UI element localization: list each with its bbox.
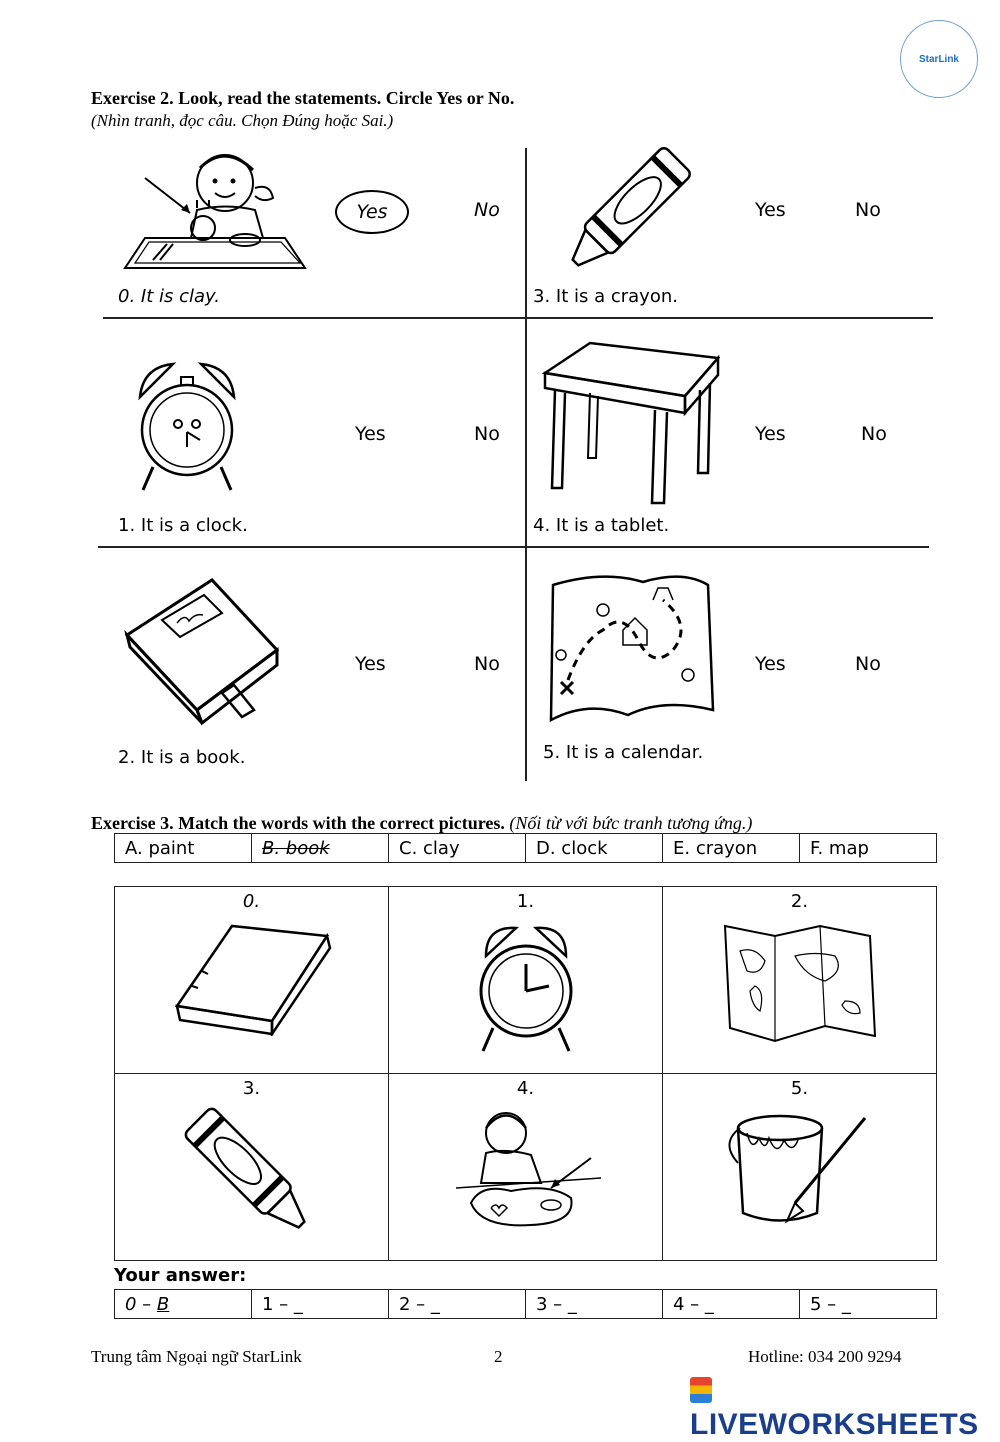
liveworksheets-logo (690, 1374, 1000, 1442)
answer-0-letter: B (156, 1293, 170, 1315)
table-picture (540, 338, 720, 508)
picture-number-4: 4. (516, 1078, 535, 1099)
circled-yes-text: Yes (356, 201, 388, 223)
word-book-crossed: B. book (252, 834, 389, 863)
picture-number-1: 1. (516, 891, 535, 912)
item0-statement: 0. It is clay. (118, 286, 220, 307)
answer-0 (115, 1290, 252, 1319)
item5-yes[interactable]: Yes (755, 653, 786, 675)
answer-3[interactable]: 3 – _ (526, 1290, 663, 1319)
item3-no[interactable]: No (855, 199, 881, 221)
footer-center-name: Trung tâm Ngoại ngữ StarLink (91, 1347, 302, 1366)
footer-hotline: Hotline: 034 200 9294 (748, 1347, 902, 1366)
word-clock: D. clock (526, 834, 663, 863)
item0-no[interactable]: No (474, 199, 500, 221)
exercise2-title: Exercise 2. Look, read the statements. Circle Yes or No. (91, 88, 515, 108)
exercise3-title (91, 813, 752, 834)
picture-cell-4[interactable] (389, 1074, 663, 1261)
child-clay-picture (451, 1103, 601, 1238)
picture-grid (114, 886, 937, 1261)
picture-number-5: 5. (790, 1078, 809, 1099)
item4-yes[interactable]: Yes (755, 423, 786, 445)
alarm-clock-picture-2 (471, 916, 581, 1056)
picture-cell-1[interactable] (389, 887, 663, 1074)
world-map-picture (720, 916, 880, 1046)
item2-yes[interactable]: Yes (355, 653, 386, 675)
item5-no[interactable]: No (855, 653, 881, 675)
item2-statement: 2. It is a book. (118, 747, 246, 768)
word-map: F. map (800, 834, 937, 863)
grid-vertical-divider (525, 148, 527, 781)
answer-table (114, 1289, 937, 1319)
picture-number-0: 0. (242, 891, 261, 912)
answer-5[interactable]: 5 – _ (800, 1290, 937, 1319)
exercise2-subtitle: (Nhìn tranh, đọc câu. Chọn Đúng hoặc Sai.) (91, 111, 394, 130)
logo-text: StarLink (918, 53, 959, 65)
exercise3-subtitle: (Nối từ với bức tranh tương ứng.) (509, 813, 753, 833)
starlink-logo (900, 20, 978, 98)
picture-number-3: 3. (242, 1078, 261, 1099)
picture-cell-0[interactable] (115, 887, 389, 1074)
answer-4[interactable]: 4 – _ (663, 1290, 800, 1319)
exercise3-title-text: Exercise 3. Match the words with the correct pictures. (91, 813, 505, 833)
item4-statement: 4. It is a tablet. (533, 515, 670, 536)
item1-statement: 1. It is a clock. (118, 515, 248, 536)
word-clay: C. clay (389, 834, 526, 863)
your-answer-label: Your answer: (114, 1265, 247, 1286)
circled-yes-answer[interactable] (335, 190, 409, 234)
item3-statement: 3. It is a crayon. (533, 286, 678, 307)
liveworksheets-text: LIVEWORKSHEETS (690, 1408, 979, 1441)
item4-no[interactable]: No (861, 423, 887, 445)
footer-page-number: 2 (494, 1347, 503, 1366)
closed-book-icon (172, 916, 332, 1036)
word-paint: A. paint (115, 834, 252, 863)
grid-divider-1 (103, 317, 933, 319)
book-picture-1 (122, 575, 284, 727)
word-crayon: E. crayon (663, 834, 800, 863)
item2-no[interactable]: No (474, 653, 500, 675)
item1-no[interactable]: No (474, 423, 500, 445)
grid-divider-2 (98, 546, 929, 548)
answer-2[interactable]: 2 – _ (389, 1290, 526, 1319)
crayon-picture-2 (177, 1103, 327, 1248)
item3-yes[interactable]: Yes (755, 199, 786, 221)
answer-0-prefix: 0 – (125, 1293, 157, 1315)
picture-cell-2[interactable] (663, 887, 937, 1074)
item1-yes[interactable]: Yes (355, 423, 386, 445)
word-bank-table (114, 833, 937, 863)
treasure-map-picture (543, 570, 718, 728)
picture-cell-3[interactable] (115, 1074, 389, 1261)
alarm-clock-picture-1 (128, 352, 246, 497)
crayon-picture-1 (555, 143, 695, 283)
picture-number-2: 2. (790, 891, 809, 912)
paint-bucket-picture (725, 1103, 875, 1238)
item5-statement: 5. It is a calendar. (543, 742, 704, 763)
answer-1[interactable]: 1 – _ (252, 1290, 389, 1319)
girl-clay-picture (105, 148, 315, 273)
liveworksheets-icon (690, 1377, 712, 1403)
picture-cell-5[interactable] (663, 1074, 937, 1261)
